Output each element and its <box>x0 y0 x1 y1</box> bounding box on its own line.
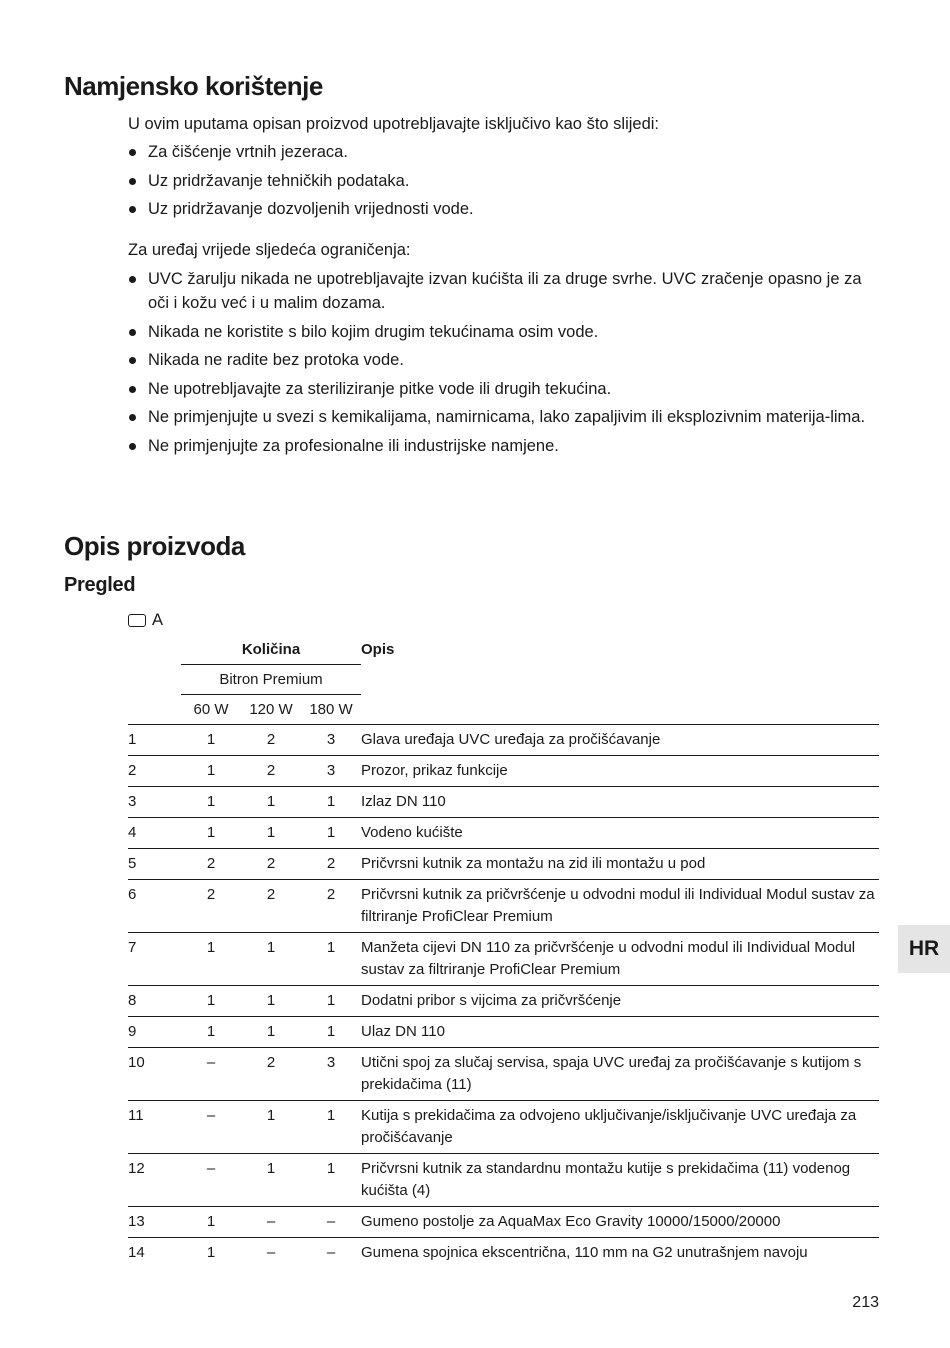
cell-qty-60w: 1 <box>206 762 216 779</box>
cell-qty-60w: 1 <box>206 1023 216 1040</box>
table-body <box>128 724 879 1268</box>
table-row <box>128 1153 879 1206</box>
cell-position: 9 <box>128 1023 137 1040</box>
cell-qty-60w: 1 <box>206 824 216 841</box>
cell-position: 11 <box>128 1107 144 1124</box>
intended-use-list <box>128 140 868 226</box>
table-row <box>128 724 879 755</box>
figure-icon <box>128 614 146 627</box>
parts-table <box>128 636 879 1268</box>
cell-position: 8 <box>128 992 137 1009</box>
cell-qty-60w: – <box>206 1054 216 1071</box>
cell-qty-120w: 1 <box>266 1023 276 1040</box>
cell-qty-180w: 1 <box>326 1023 336 1040</box>
intended-use-item: Uz pridržavanje dozvoljenih vrijednosti vode. <box>128 197 868 221</box>
header-variant-180w: 180 W <box>309 701 353 718</box>
page-number: 213 <box>852 1294 879 1311</box>
restriction-item: Ne primjenjujte za profesionalne ili industrijske namjene. <box>128 434 868 458</box>
cell-position: 4 <box>128 824 137 841</box>
restriction-item: Nikada ne radite bez protoka vode. <box>128 348 868 372</box>
cell-qty-120w: – <box>266 1244 276 1261</box>
cell-description: Prozor, prikaz funkcije <box>361 762 508 779</box>
table-row <box>128 879 879 932</box>
cell-qty-180w: 3 <box>326 1054 336 1071</box>
cell-qty-180w: 1 <box>326 1107 336 1124</box>
figure-reference <box>128 608 163 632</box>
header-model: Bitron Premium <box>181 666 361 695</box>
cell-position: 10 <box>128 1054 145 1071</box>
cell-qty-60w: 2 <box>206 886 216 903</box>
cell-position: 7 <box>128 939 137 956</box>
header-variant-120w: 120 W <box>249 701 293 718</box>
cell-description: Gumena spojnica ekscentrična, 110 mm na G2 unutrašnjem navoju <box>361 1244 808 1261</box>
cell-description: Dodatni pribor s vijcima za pričvršćenje <box>361 992 622 1009</box>
table-header <box>128 636 879 724</box>
restrictions-list <box>128 267 868 462</box>
cell-qty-60w: – <box>206 1160 216 1177</box>
table-row <box>128 755 879 786</box>
cell-description: Ulaz DN 110 <box>361 1023 445 1040</box>
cell-qty-60w: 1 <box>206 1213 216 1230</box>
table-row <box>128 848 879 879</box>
cell-qty-180w: 1 <box>326 939 336 956</box>
cell-description: Glava uređaja UVC uređaja za pročišćavanje <box>361 731 661 748</box>
cell-description: Gumeno postolje za AquaMax Eco Gravity 10000/15000/20000 <box>361 1213 781 1230</box>
cell-qty-120w: 1 <box>266 793 276 810</box>
restriction-item: Ne upotrebljavajte za steriliziranje pitke vode ili drugih tekućina. <box>128 377 868 401</box>
cell-qty-180w: 1 <box>326 992 336 1009</box>
header-variant-60w: 60 W <box>193 701 229 718</box>
restriction-item: Nikada ne koristite s bilo kojim drugim tekućinama osim vode. <box>128 320 868 344</box>
table-row <box>128 786 879 817</box>
cell-qty-180w: 1 <box>326 824 336 841</box>
subsection-title-overview: Pregled <box>64 574 136 596</box>
cell-qty-180w: – <box>326 1213 336 1230</box>
cell-position: 13 <box>128 1213 145 1230</box>
cell-qty-120w: 1 <box>266 939 276 956</box>
cell-position: 2 <box>128 762 137 779</box>
cell-description: Manžeta cijevi DN 110 za pričvršćenje u odvodni modul ili Individual Modul sustav za filtriranje ProfiClear Premium <box>361 939 856 978</box>
header-quantity: Količina <box>181 636 361 665</box>
cell-description: Kutija s prekidačima za odvojeno uključivanje/isključivanje UVC uređaja za pročišćavanje <box>361 1107 857 1146</box>
cell-qty-120w: 2 <box>266 886 276 903</box>
cell-position: 1 <box>128 731 137 748</box>
cell-qty-60w: 1 <box>206 1244 216 1261</box>
section-title-intended-use: Namjensko korištenje <box>64 71 323 101</box>
cell-qty-120w: 2 <box>266 1054 276 1071</box>
intended-use-item: Uz pridržavanje tehničkih podataka. <box>128 169 868 193</box>
cell-qty-60w: 2 <box>206 855 216 872</box>
cell-qty-60w: – <box>206 1107 216 1124</box>
cell-description: Pričvrsni kutnik za standardnu montažu kutije s prekidačima (11) vodenog kućišta (4) <box>361 1160 851 1199</box>
intended-use-item: Za čišćenje vrtnih jezeraca. <box>128 140 868 164</box>
restrictions-intro: Za uređaj vrijede sljedeća ograničenja: <box>128 241 411 259</box>
cell-position: 6 <box>128 886 137 903</box>
cell-qty-180w: 3 <box>326 762 336 779</box>
table-row <box>128 1206 879 1237</box>
cell-description: Izlaz DN 110 <box>361 793 446 810</box>
cell-description: Pričvrsni kutnik za pričvršćenje u odvodni modul ili Individual Modul sustav za filtriranje ProfiClear Premium <box>361 886 875 925</box>
intended-use-intro: U ovim uputama opisan proizvod upotrebljavajte isključivo kao što slijedi: <box>128 115 660 133</box>
section-title-product-description: Opis proizvoda <box>64 531 245 561</box>
cell-qty-120w: 1 <box>266 992 276 1009</box>
table-row <box>128 1047 879 1100</box>
figure-label: A <box>152 610 164 629</box>
header-description: Opis <box>361 641 395 658</box>
cell-position: 12 <box>128 1160 145 1177</box>
cell-qty-180w: 1 <box>326 793 336 810</box>
cell-qty-120w: 2 <box>266 855 276 872</box>
cell-qty-120w: – <box>266 1213 276 1230</box>
restriction-item: UVC žarulju nikada ne upotrebljavajte izvan kućišta ili za druge svrhe. UVC zračenje opasno je za oči i kožu već i u malim dozama. <box>128 267 868 315</box>
cell-qty-60w: 1 <box>206 731 216 748</box>
cell-qty-120w: 1 <box>266 824 276 841</box>
cell-description: Utični spoj za slučaj servisa, spaja UVC uređaj za pročišćavanje s kutijom s prekidačima (11) <box>361 1054 862 1093</box>
cell-qty-120w: 2 <box>266 731 276 748</box>
table-row <box>128 1237 879 1268</box>
restriction-item: Ne primjenjujte u svezi s kemikalijama, namirnicama, lako zapaljivim ili eksplozivnim materija-lima. <box>128 405 868 429</box>
cell-qty-120w: 1 <box>266 1160 276 1177</box>
language-tab: HR <box>898 925 950 973</box>
table-row <box>128 985 879 1016</box>
table-row <box>128 1016 879 1047</box>
cell-position: 5 <box>128 855 137 872</box>
cell-qty-180w: 3 <box>326 731 336 748</box>
table-row <box>128 817 879 848</box>
cell-qty-60w: 1 <box>206 793 216 810</box>
cell-description: Pričvrsni kutnik za montažu na zid ili montažu u pod <box>361 855 706 872</box>
cell-position: 3 <box>128 793 137 810</box>
cell-description: Vodeno kućište <box>361 824 463 841</box>
cell-qty-180w: 1 <box>326 1160 336 1177</box>
table-row <box>128 932 879 985</box>
cell-qty-120w: 2 <box>266 762 276 779</box>
cell-qty-60w: 1 <box>206 992 216 1009</box>
cell-qty-180w: 2 <box>326 886 336 903</box>
cell-position: 14 <box>128 1244 145 1261</box>
cell-qty-180w: 2 <box>326 855 336 872</box>
table-row <box>128 1100 879 1153</box>
cell-qty-120w: 1 <box>266 1107 276 1124</box>
cell-qty-180w: – <box>326 1244 336 1261</box>
cell-qty-60w: 1 <box>206 939 216 956</box>
